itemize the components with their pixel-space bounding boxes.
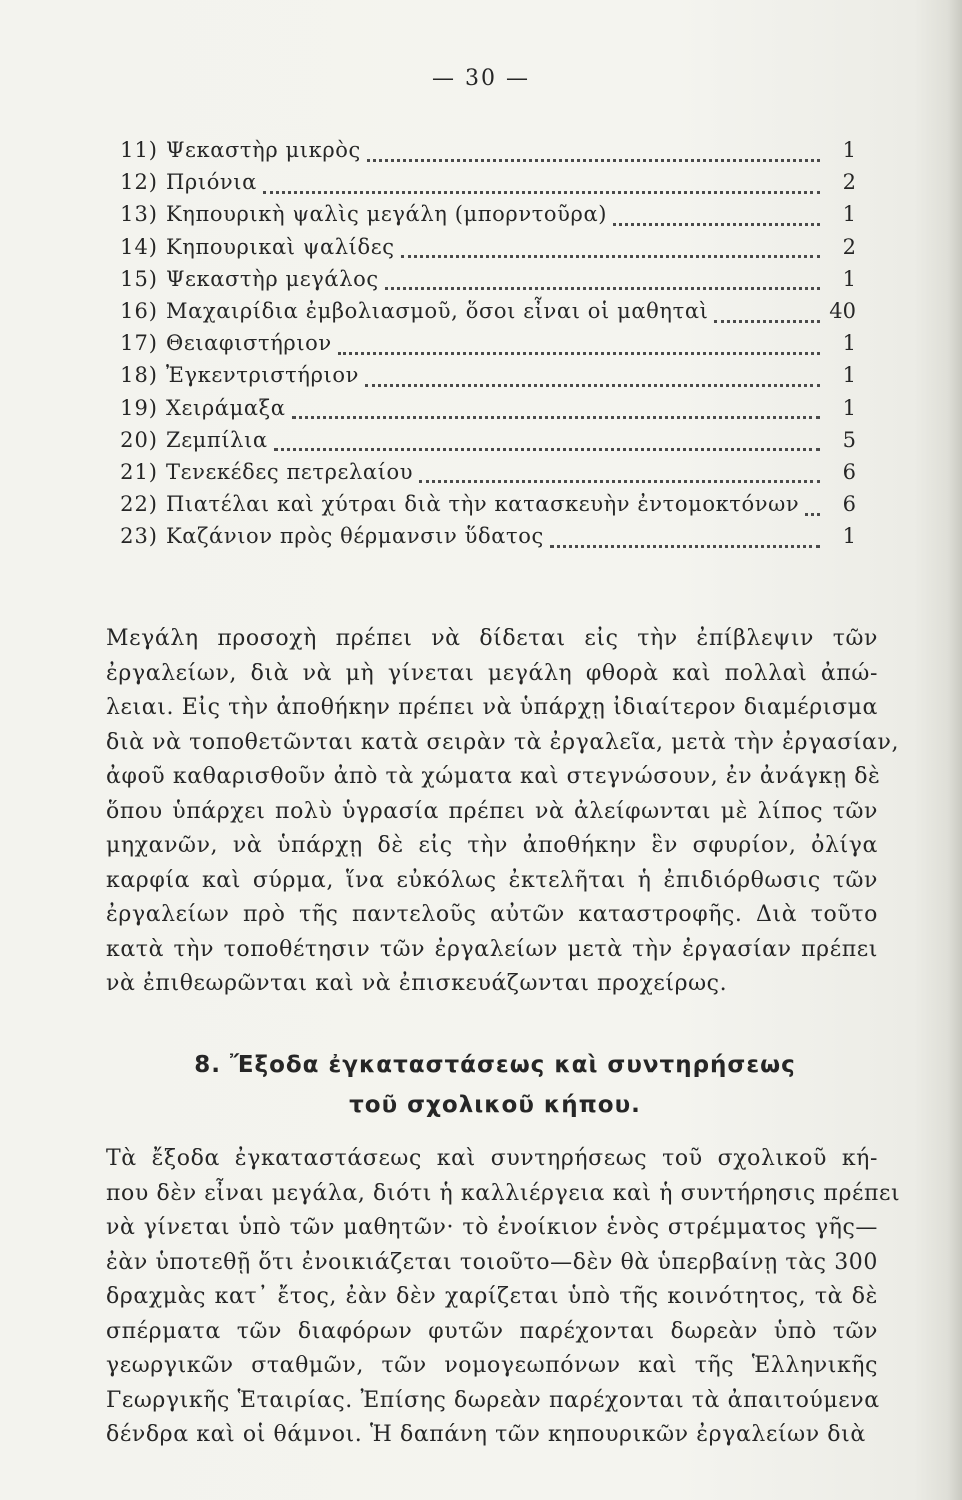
list-item-quantity: 6: [842, 459, 856, 484]
text-line: μηχανῶν, νὰ ὑπάρχῃ δὲ εἰς τὴν ἀποθήκην ἓν σφυρίον, ὀλίγα: [106, 833, 878, 858]
dot-leader: [805, 513, 820, 516]
paragraph-tool-care: [106, 622, 900, 1002]
text-line: νὰ γίνεται ὑπὸ τῶν μαθητῶν· τὸ ἐνοίκιον ἑνὸς στρέμματος γῆς—: [106, 1215, 878, 1240]
list-item-number: 22): [120, 492, 158, 517]
dot-leader: [385, 287, 820, 290]
list-item: [100, 460, 856, 492]
list-item: [100, 235, 856, 267]
text-line: δραχμὰς κατ᾽ ἔτος, ἐὰν δὲν χαρίζεται ὑπὸ τῆς κοινότητος, τὰ δὲ: [106, 1284, 878, 1309]
list-item: [100, 492, 856, 524]
list-item-quantity: 1: [842, 524, 856, 549]
list-item-number: 17): [120, 331, 158, 356]
text-line: καρφία καὶ σύρμα, ἵνα εὐκόλως ἐκτελῆται ἡ ἐπιδιόρθωσις τῶν: [106, 867, 878, 893]
list-item: [100, 363, 856, 395]
text-line: σπέρματα τῶν διαφόρων φυτῶν παρέχονται δωρεὰν ὑπὸ τῶν: [106, 1318, 878, 1344]
section-heading-line1: 8. Ἔξοδα ἐγκαταστάσεως καὶ συντηρήσεως: [194, 1052, 796, 1078]
dot-leader: [292, 416, 820, 419]
text-line: λειαι. Εἰς τὴν ἀποθήκην πρέπει νὰ ὑπάρχῃ ἰδιαίτερον διαμέρισμα: [106, 695, 878, 720]
section-heading: [100, 1045, 890, 1125]
list-item-number: 19): [120, 395, 158, 420]
text-line: διὰ νὰ τοποθετῶνται κατὰ σειρὰν τὰ ἐργαλεῖα, μετὰ τὴν ἐργασίαν,: [106, 729, 900, 755]
list-item-number: 14): [120, 234, 158, 259]
list-item-number: 18): [120, 363, 158, 388]
list-item: [100, 299, 856, 331]
text-line: ὅπου ὑπάρχει πολὺ ὑγρασία πρέπει νὰ ἀλείφωνται μὲ λίπος τῶν: [106, 798, 878, 824]
dot-leader: [263, 191, 820, 194]
list-item-number: 11): [120, 138, 158, 162]
list-item: [100, 267, 856, 299]
text-line: ἐργαλείων πρὸ τῆς παντελοῦς αὐτῶν καταστροφῆς. Διὰ τοῦτο: [106, 902, 878, 927]
list-item: [100, 331, 856, 363]
dot-leader: [714, 320, 820, 323]
list-item-quantity: 1: [842, 363, 856, 388]
list-item-quantity: 2: [842, 170, 856, 195]
paragraph-garden-costs: [106, 1142, 901, 1453]
list-item: [100, 524, 856, 556]
list-item-label: Χειράμαξα: [166, 395, 286, 420]
list-item-label: Μαχαιρίδια ἐμβολιασμοῦ, ὅσοι εἶναι οἱ μαθηταὶ: [166, 298, 709, 323]
dot-leader: [367, 159, 820, 162]
list-item-quantity: 1: [842, 202, 856, 227]
text-line: Μεγάλη προσοχὴ πρέπει νὰ δίδεται εἰς τὴν ἐπίβλεψιν τῶν: [106, 626, 878, 651]
list-item: [100, 138, 856, 170]
list-item-number: 15): [120, 266, 158, 291]
list-item-quantity: 1: [842, 331, 856, 356]
text-line: ἐργαλείων, διὰ νὰ μὴ γίνεται μεγάλη φθορὰ καὶ πολλαὶ ἀπώ-: [106, 660, 878, 686]
list-item-number: 23): [120, 524, 158, 549]
dot-leader: [613, 223, 820, 226]
list-item-number: 13): [120, 202, 158, 227]
text-line: Τὰ ἔξοδα ἐγκαταστάσεως καὶ συντηρήσεως τοῦ σχολικοῦ κή-: [106, 1146, 878, 1171]
list-item-label: Ζεμπίλια: [166, 427, 268, 452]
list-item-number: 21): [120, 459, 158, 484]
list-item: [100, 170, 856, 202]
page-edge-shadow: [948, 0, 962, 1500]
text-line: ἐὰν ὑποτεθῇ ὅτι ἐνοικιάζεται τοιοῦτο—δὲν θὰ ὑπερβαίνῃ τὰς 300: [106, 1249, 878, 1275]
list-item-number: 12): [120, 170, 158, 195]
text-line: γεωργικῶν σταθμῶν, τῶν νομογεωπόνων καὶ τῆς Ἑλληνικῆς: [106, 1353, 878, 1378]
list-item-quantity: 1: [842, 138, 856, 162]
text-line: κατὰ τὴν τοποθέτησιν τῶν ἐργαλείων μετὰ τὴν ἐργασίαν πρέπει: [106, 936, 878, 962]
list-item-label: Κηπουρικαὶ ψαλίδες: [166, 234, 395, 259]
list-item-number: 20): [120, 427, 158, 452]
list-item-label: Ψεκαστὴρ μικρὸς: [166, 138, 361, 162]
text-line: νὰ ἐπιθεωρῶνται καὶ νὰ ἐπισκευάζωνται προχείρως.: [106, 971, 728, 996]
list-item: [100, 202, 856, 234]
dot-leader: [550, 545, 820, 548]
list-item-label: Καζάνιον πρὸς θέρμανσιν ὕδατος: [166, 524, 544, 549]
list-item: [100, 428, 856, 460]
list-item-quantity: 2: [842, 234, 856, 259]
list-item-quantity: 1: [842, 266, 856, 291]
list-item-label: Πιατέλαι καὶ χύτραι διὰ τὴν κατασκευὴν ἐντομοκτόνων: [166, 492, 800, 517]
dot-leader: [365, 384, 820, 387]
dot-leader: [274, 448, 820, 451]
list-item-label: Κηπουρικὴ ψαλὶς μεγάλη (μπορντοῦρα): [166, 202, 608, 227]
list-item-quantity: 1: [842, 395, 856, 420]
list-item-label: Ψεκαστὴρ μεγάλος: [166, 266, 379, 291]
list-item-label: Θειαφιστήριον: [166, 331, 332, 356]
text-line: ἀφοῦ καθαρισθοῦν ἀπὸ τὰ χώματα καὶ στεγνώσουν, ἐν ἀνάγκῃ δὲ: [106, 764, 881, 789]
dot-leader: [338, 352, 820, 355]
list-item-quantity: 40: [829, 298, 856, 323]
text-line: δένδρα καὶ οἱ θάμνοι. Ἡ δαπάνη τῶν κηπουρικῶν ἐργαλείων διὰ: [106, 1422, 866, 1447]
list-item-number: 16): [120, 298, 158, 323]
section-heading-line2: τοῦ σχολικοῦ κήπου.: [349, 1092, 641, 1118]
page-number: — 30 —: [432, 66, 530, 91]
list-item-label: Τενεκέδες πετρελαίου: [166, 459, 414, 484]
tools-list: [100, 138, 856, 556]
list-item-quantity: 6: [842, 492, 856, 517]
list-item-label: Πριόνια: [166, 170, 257, 195]
text-line: που δὲν εἶναι μεγάλα, διότι ἡ καλλιέργεια καὶ ἡ συντήρησις πρέπει: [106, 1180, 901, 1206]
text-line: Γεωργικῆς Ἑταιρίας. Ἐπίσης δωρεὰν παρέχονται τὰ ἀπαιτούμενα: [106, 1387, 880, 1413]
list-item-quantity: 5: [842, 427, 856, 452]
list-item-label: Ἐγκεντριστήριον: [166, 363, 359, 388]
dot-leader: [419, 480, 820, 483]
list-item: [100, 396, 856, 428]
dot-leader: [401, 255, 820, 258]
